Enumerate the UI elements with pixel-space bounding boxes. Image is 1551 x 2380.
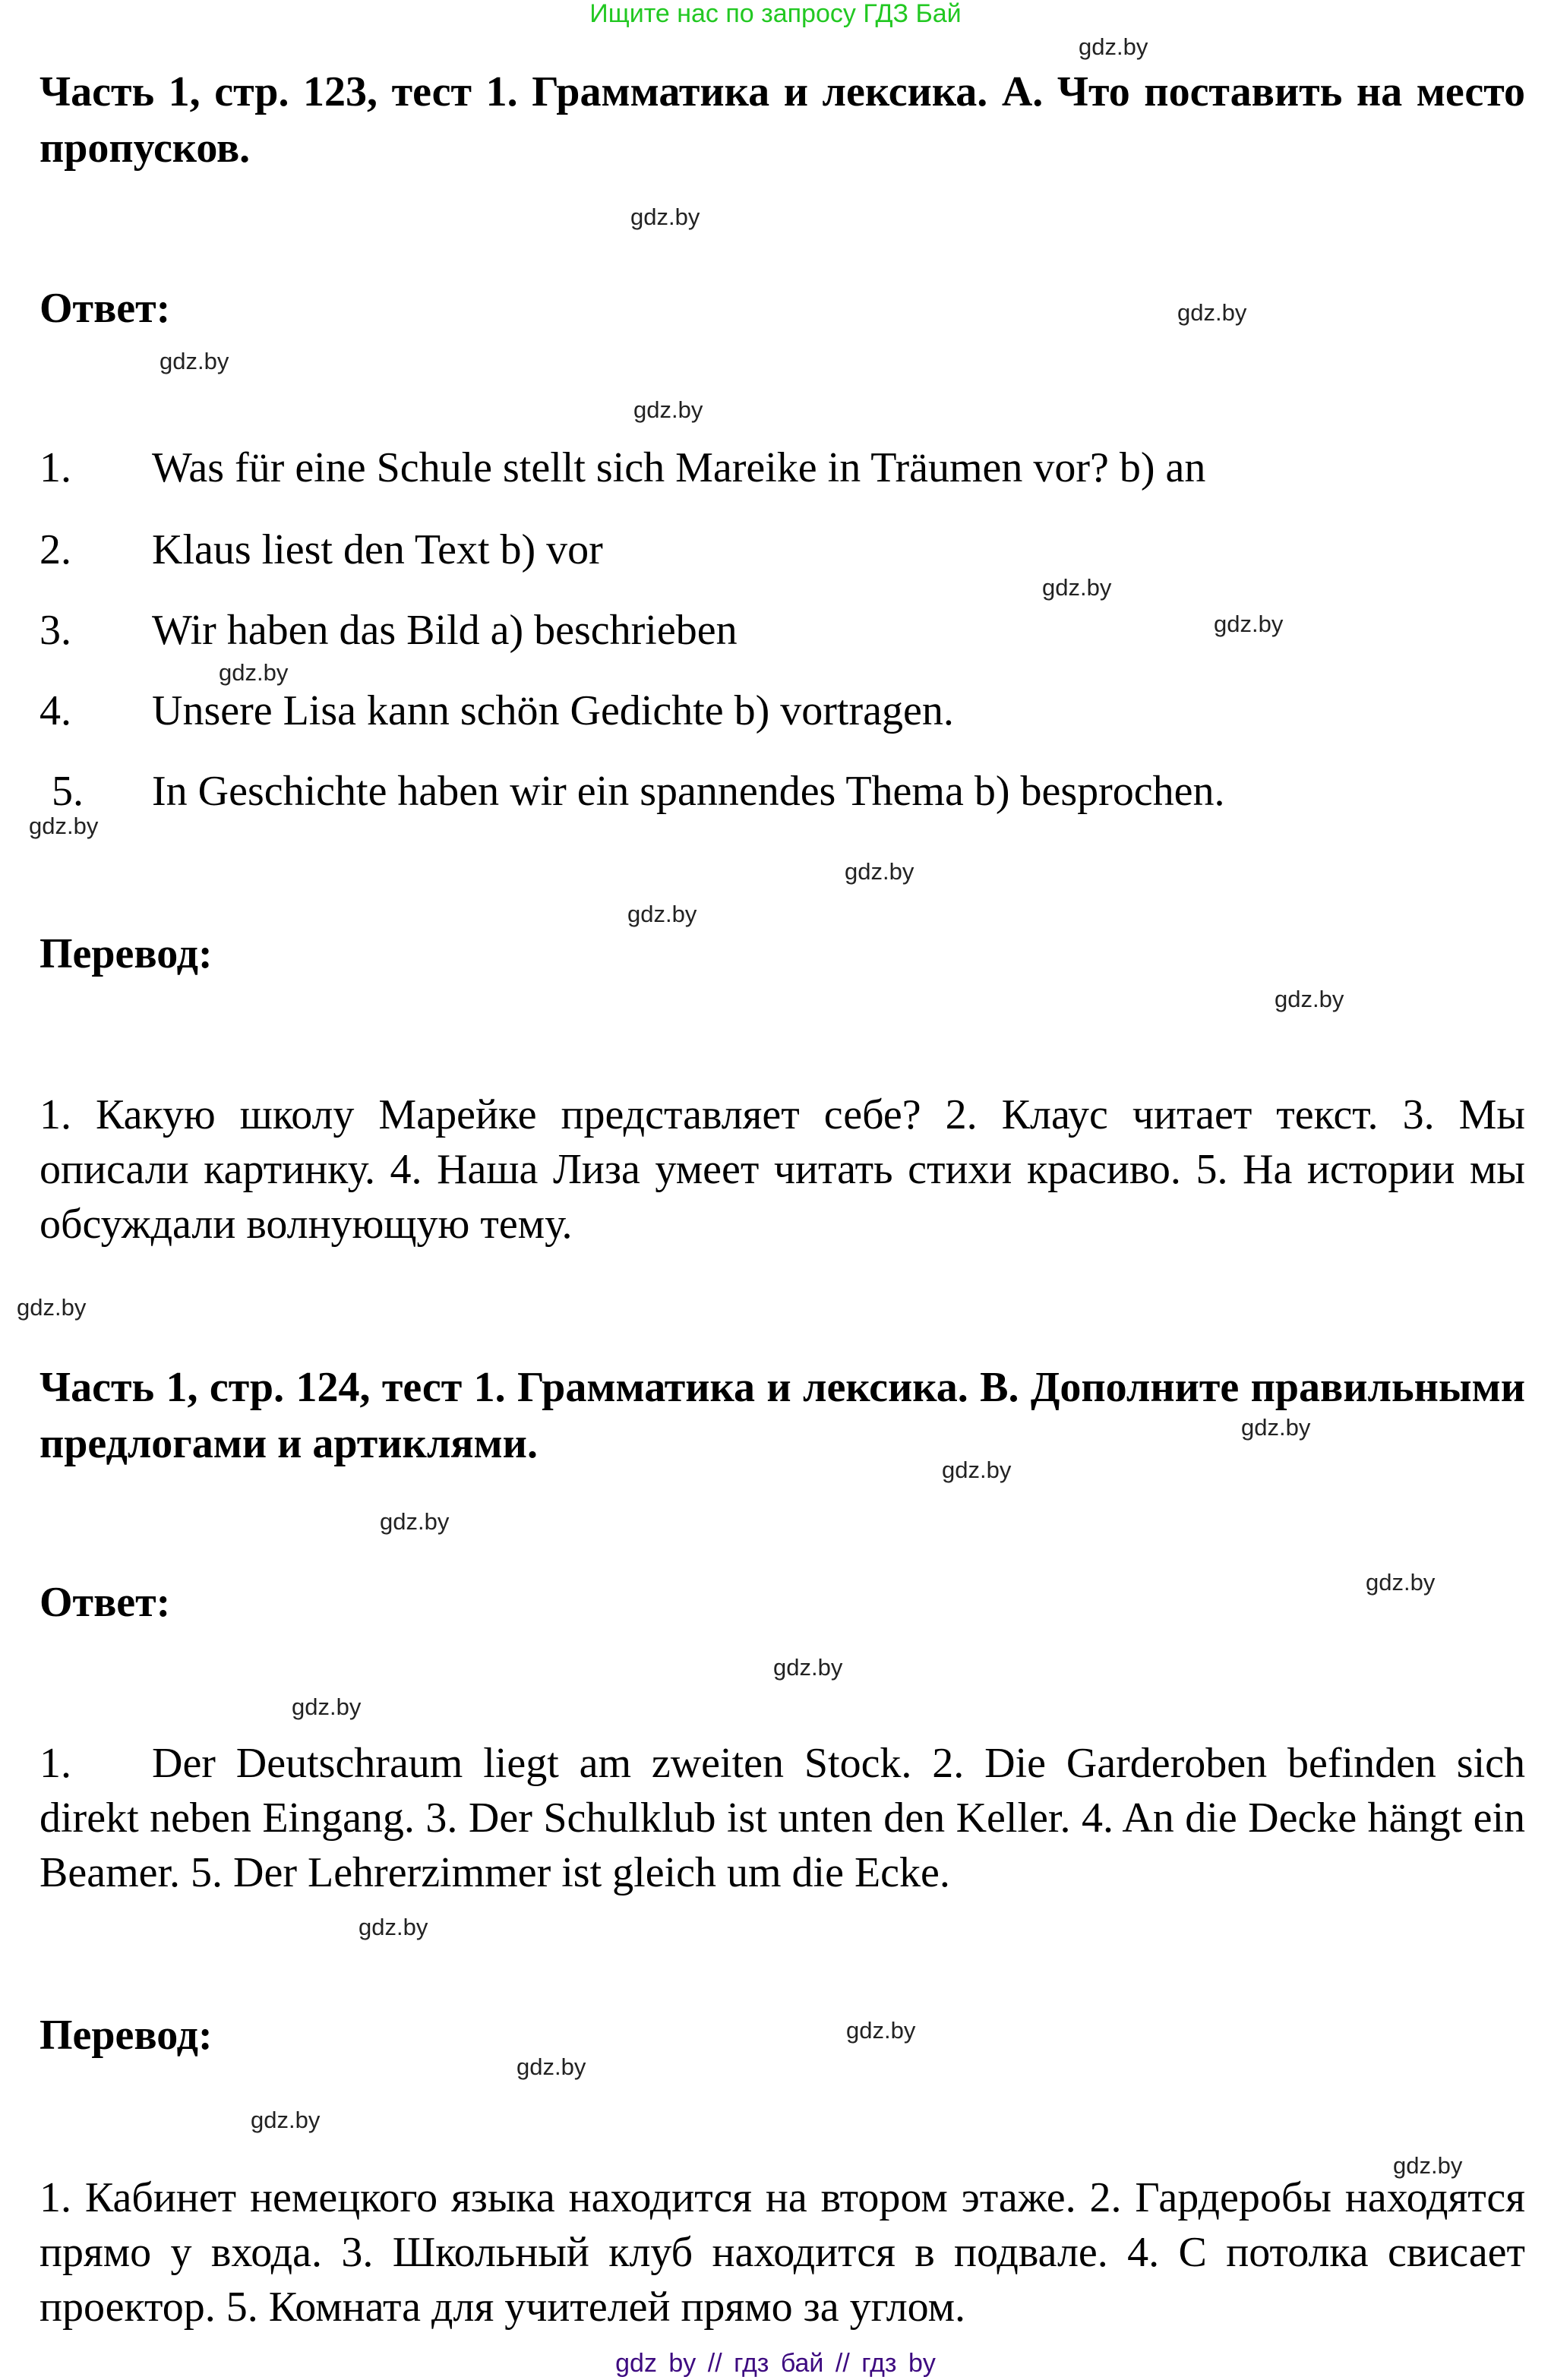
answer-item	[39, 683, 1525, 738]
watermark: gdz.by	[846, 2017, 916, 2044]
watermark: gdz.by	[942, 1457, 1012, 1483]
watermark: gdz.by	[1393, 2152, 1463, 2179]
item-number: 5.	[52, 768, 84, 815]
search-hint-banner: Ищите нас по запросу ГДЗ Бай	[589, 0, 962, 28]
watermark: gdz.by	[1275, 986, 1344, 1012]
section1-answer-label: Ответ:	[39, 285, 171, 332]
watermark: gdz.by	[380, 1508, 450, 1535]
watermark: gdz.by	[359, 1914, 428, 1940]
answer-item	[39, 603, 1525, 658]
answer-item	[39, 440, 1525, 495]
section1-translation: 1. Какую школу Марейке представляет себе? 2. Клаус читает текст. 3. Мы описали картинку. 4. Наша Лиза умеет читать стихи красиво. 5. На истории мы обсуждали волнующую тему.	[39, 1091, 1525, 1248]
section2-heading: Часть 1, стр. 124, тест 1. Грамматика и лексика. B. Дополните правильными предлогами и артиклями.	[39, 1364, 1525, 1467]
watermark: gdz.by	[1366, 1569, 1436, 1596]
watermark: gdz.by	[219, 659, 289, 686]
item-number: 4.	[39, 687, 71, 734]
watermark: gdz.by	[627, 901, 697, 927]
footer-links: gdz by // гдз бай // гдз by	[615, 2349, 936, 2378]
answer-number: 1.	[39, 1740, 71, 1787]
watermark: gdz.by	[1177, 299, 1247, 326]
watermark: gdz.by	[251, 2107, 321, 2133]
section2-answer	[39, 1736, 1525, 1900]
section1-heading: Часть 1, стр. 123, тест 1. Грамматика и лексика. A. Что поставить на место пропусков.	[39, 68, 1525, 172]
item-text: Klaus liest den Text b) vor	[152, 526, 603, 573]
item-text: In Geschichte haben wir ein spannendes Thema b) besprochen.	[152, 768, 1225, 815]
section2-translation-label: Перевод:	[39, 2012, 213, 2059]
watermark: gdz.by	[160, 348, 229, 374]
watermark: gdz.by	[633, 396, 703, 423]
answer-text: Der Deutschraum liegt am zweiten Stock. 2. Die Garderoben befinden sich direkt neben Eingang. 3. Der Schulklub ist unten den Keller. 4. An die Decke hängt ein Beamer. 5. Der Lehrerzimmer ist gleich um die Ecke.	[39, 1740, 1525, 1896]
item-text: Wir haben das Bild a) beschrieben	[152, 607, 738, 654]
watermark: gdz.by	[1079, 33, 1148, 60]
item-number: 3.	[39, 607, 71, 654]
item-number: 2.	[39, 526, 71, 573]
watermark: gdz.by	[292, 1693, 362, 1720]
watermark: gdz.by	[630, 204, 700, 230]
section2-translation: 1. Кабинет немецкого языка находится на втором этаже. 2. Гардеробы находятся прямо у входа. 3. Школьный клуб находится в подвале. 4. С потолка свисает проектор. 5. Комната для учителей прямо за углом.	[39, 2174, 1525, 2331]
item-text: Was für eine Schule stellt sich Mareike in Träumen vor? b) an	[152, 444, 1206, 491]
section1-translation-label: Перевод:	[39, 930, 213, 977]
watermark: gdz.by	[845, 858, 914, 885]
answer-item	[39, 764, 1525, 819]
watermark: gdz.by	[17, 1294, 87, 1321]
watermark: gdz.by	[29, 813, 99, 839]
item-number: 1.	[39, 444, 71, 491]
item-text: Unsere Lisa kann schön Gedichte b) vortragen.	[152, 687, 954, 734]
watermark: gdz.by	[1241, 1414, 1311, 1441]
watermark: gdz.by	[516, 2053, 586, 2080]
watermark: gdz.by	[773, 1654, 843, 1681]
watermark: gdz.by	[1042, 574, 1112, 601]
watermark: gdz.by	[1214, 611, 1284, 637]
section2-answer-label: Ответ:	[39, 1579, 171, 1626]
answer-item	[39, 522, 1525, 577]
